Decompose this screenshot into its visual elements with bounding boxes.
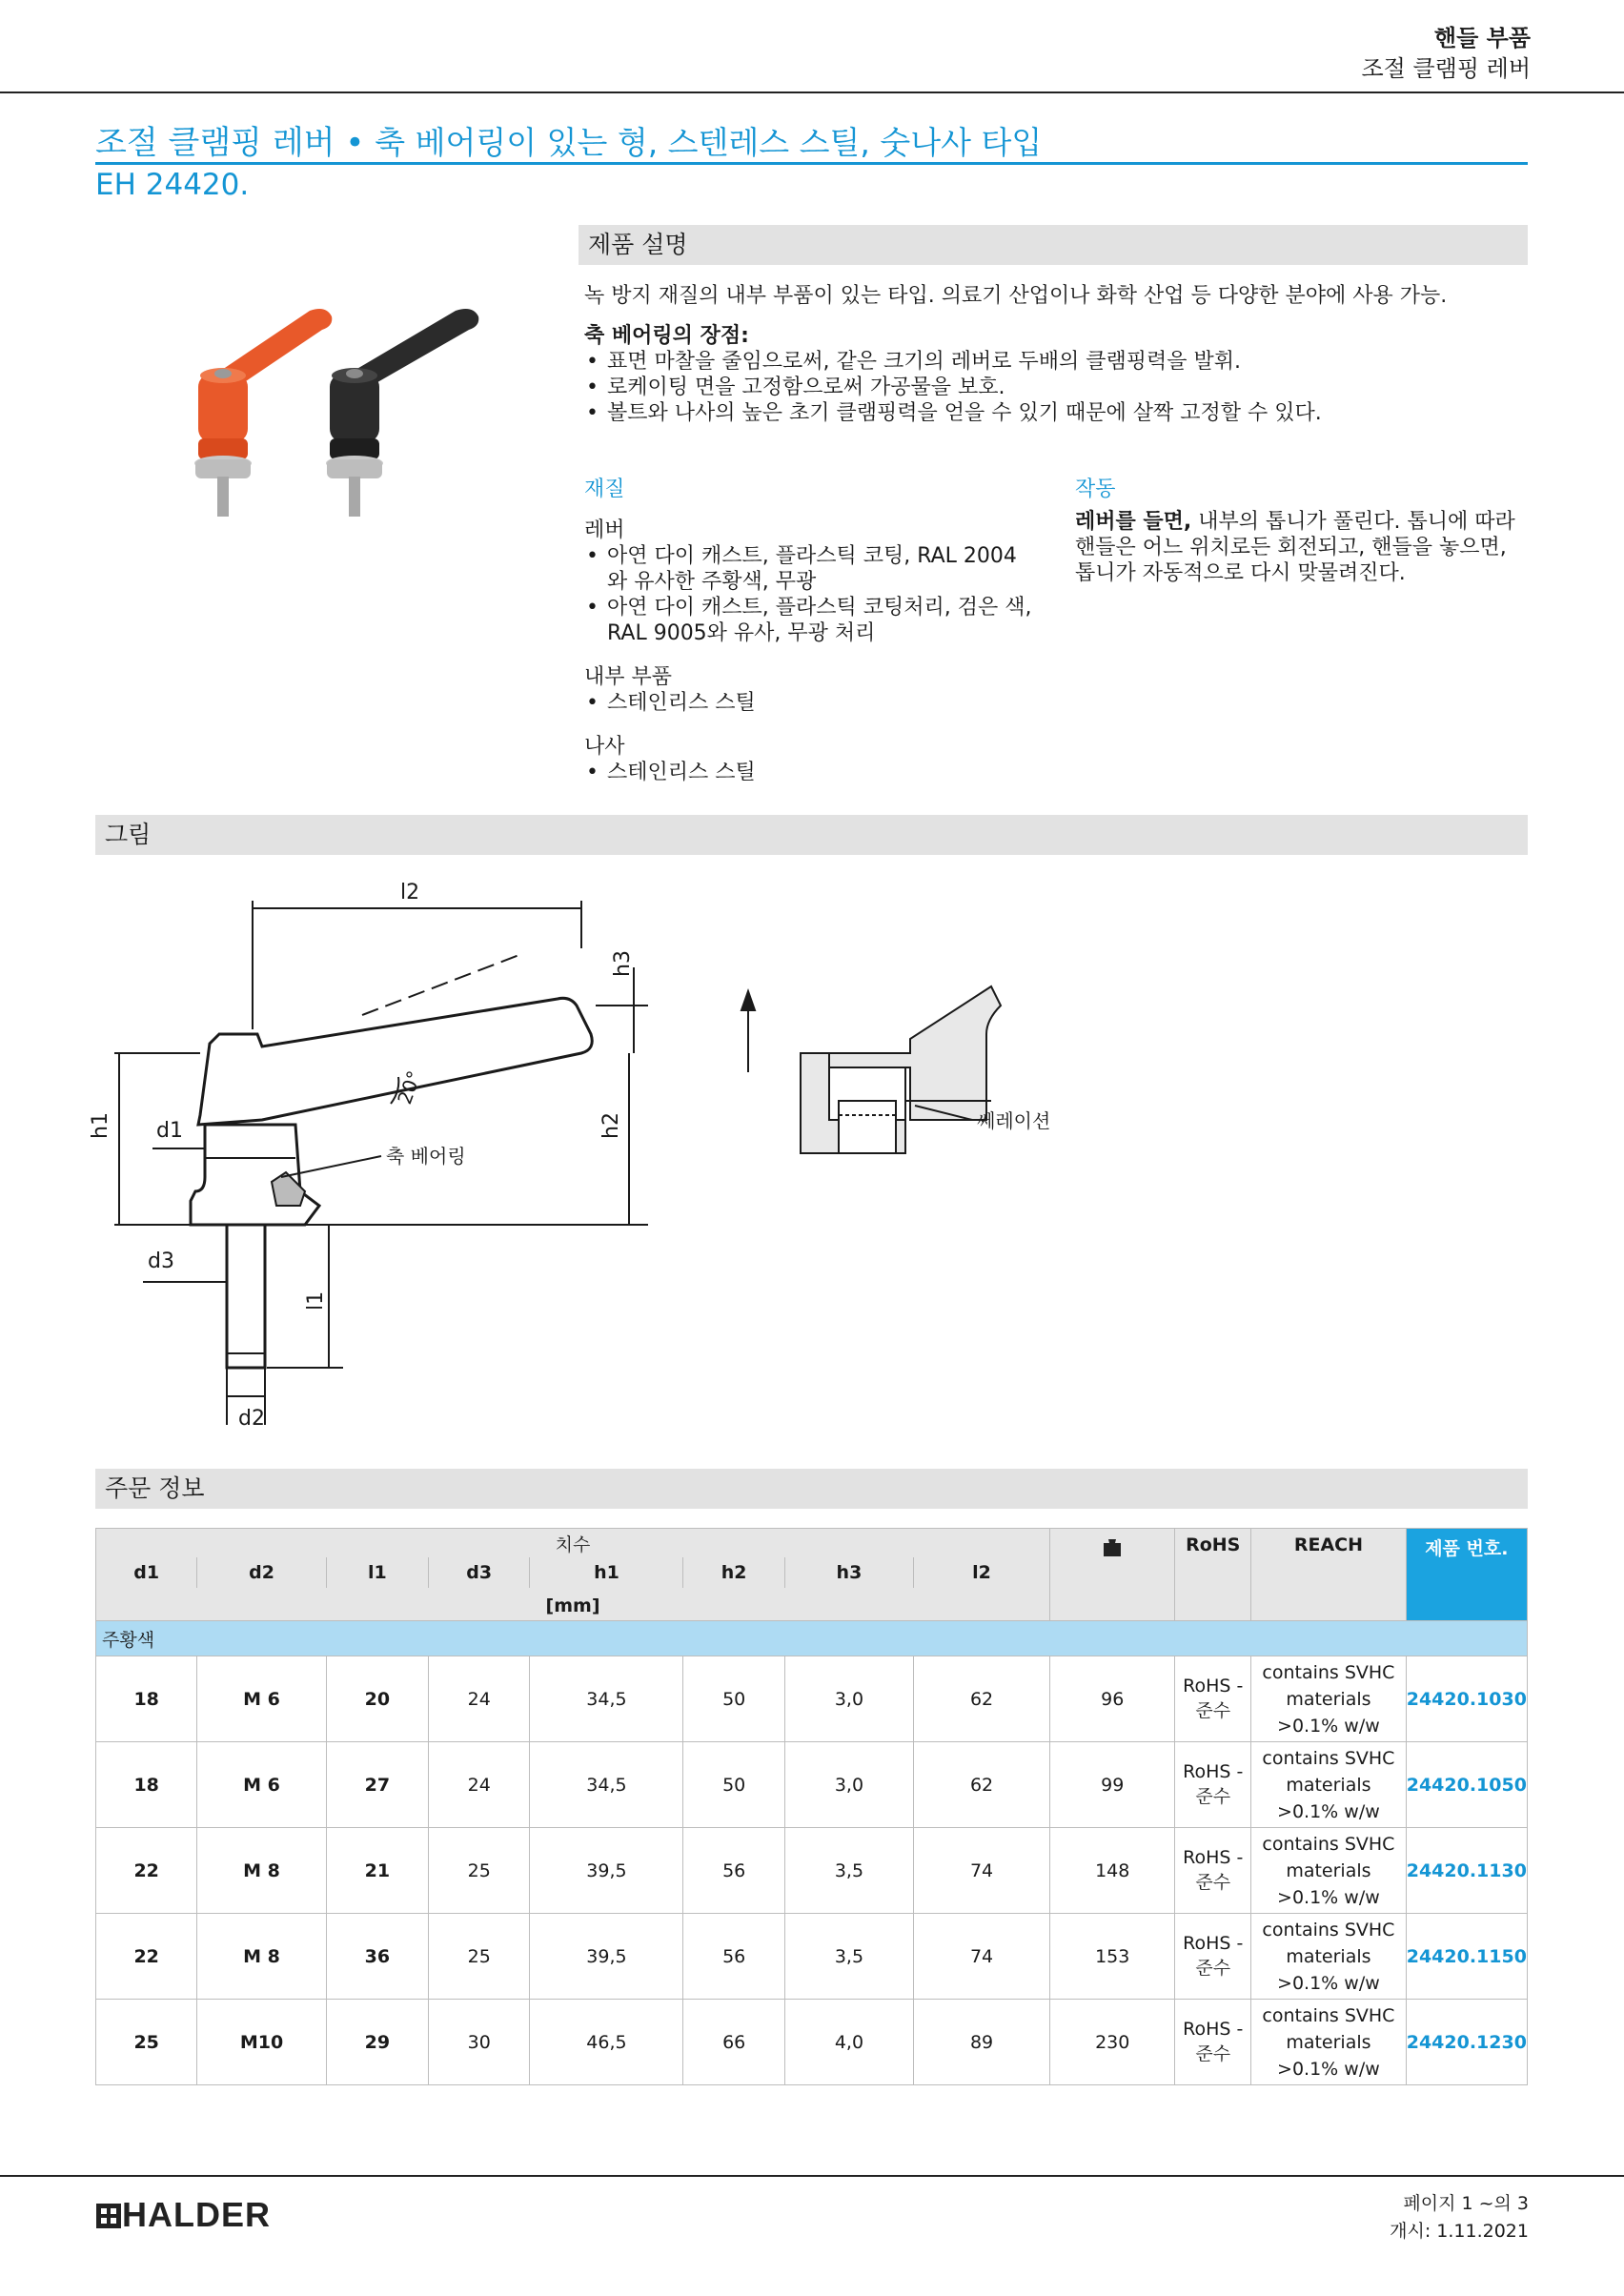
label-d2: d2 [238, 1407, 265, 1431]
cell-product-number[interactable]: 24420.1030 [1406, 1656, 1527, 1742]
mm-label: [mm] [96, 1588, 1050, 1621]
black-lever-image [326, 309, 478, 517]
title-divider [95, 162, 1528, 165]
operation-heading: 작동 [1075, 477, 1116, 501]
screw-item: • 스테인리스 스틸 [584, 760, 1032, 785]
cell-d2: M 6 [197, 1742, 326, 1828]
cell-h2: 50 [683, 1742, 784, 1828]
screw-heading: 나사 [584, 735, 625, 759]
publish-date: 개시: 1.11.2021 [1390, 2221, 1529, 2242]
group-row [96, 1621, 1528, 1656]
cell-reach: contains SVHC materials >0.1% w/w [1251, 1914, 1407, 2000]
cell-h1: 34,5 [530, 1656, 683, 1742]
table-row [96, 1914, 1528, 2000]
cell-h1: 39,5 [530, 1828, 683, 1914]
cell-h2: 50 [683, 1656, 784, 1742]
cell-h1: 39,5 [530, 1914, 683, 2000]
brand-name: HALDER [122, 2195, 271, 2234]
col-h1: h1 [530, 1557, 683, 1588]
drawing-heading: 그림 [95, 815, 1528, 855]
cell-d1: 25 [96, 2000, 197, 2085]
cell-reach: contains SVHC materials >0.1% w/w [1251, 1656, 1407, 1742]
table-row [96, 2000, 1528, 2085]
brand-logo [95, 2195, 271, 2235]
col-h3: h3 [784, 1557, 913, 1588]
advantages-block [584, 323, 1528, 426]
table-row [96, 1828, 1528, 1914]
col-l2: l2 [914, 1557, 1050, 1588]
cell-weight: 230 [1050, 2000, 1175, 2085]
advantages-heading: 축 베어링의 장점: [584, 324, 749, 348]
label-d1: d1 [156, 1119, 183, 1143]
technical-drawing [76, 863, 1077, 1444]
cell-h3: 3,5 [784, 1828, 913, 1914]
weight-icon [1102, 1536, 1123, 1557]
cell-reach: contains SVHC materials >0.1% w/w [1251, 2000, 1407, 2085]
col-d2: d2 [197, 1557, 326, 1588]
material-heading: 재질 [584, 477, 625, 501]
cell-d2: M 8 [197, 1828, 326, 1914]
cell-l1: 21 [326, 1828, 428, 1914]
label-h2: h2 [599, 1112, 623, 1139]
cell-reach: contains SVHC materials >0.1% w/w [1251, 1828, 1407, 1914]
page-title [95, 116, 1042, 163]
page-number: 페이지 1 ~의 3 [1403, 2193, 1529, 2214]
cell-product-number[interactable]: 24420.1050 [1406, 1742, 1527, 1828]
cell-d2: M10 [197, 2000, 326, 2085]
reach-header: REACH [1251, 1529, 1407, 1621]
col-l1: l1 [326, 1557, 428, 1588]
label-bearing: 축 베어링 [386, 1145, 466, 1168]
cell-d3: 24 [429, 1656, 530, 1742]
cell-l2: 74 [914, 1828, 1050, 1914]
cell-h1: 34,5 [530, 1742, 683, 1828]
cell-rohs: RoHS - 준수 [1175, 1828, 1251, 1914]
cell-d3: 25 [429, 1828, 530, 1914]
operation-rest: 내부의 톱니가 풀린다. 톱니에 따라 핸들은 어느 위치로든 회전되고, 핸들을 놓으면, 톱니가 자동적으로 다시 맞물려진다. [1075, 510, 1515, 585]
product-code: EH 24420. [95, 168, 250, 202]
page-info [1390, 2190, 1529, 2245]
label-h3: h3 [611, 950, 635, 977]
cell-h2: 56 [683, 1914, 784, 2000]
cell-h2: 56 [683, 1828, 784, 1914]
col-d1: d1 [96, 1557, 197, 1588]
label-h1: h1 [89, 1112, 112, 1139]
description-intro: 녹 방지 재질의 내부 부품이 있는 타입. 의료기 산업이나 화학 산업 등 다양한 분야에 사용 가능. [584, 284, 1448, 308]
cell-weight: 96 [1050, 1656, 1175, 1742]
header-row-1 [96, 1529, 1528, 1558]
order-table [95, 1528, 1528, 2085]
footer-divider [0, 2175, 1624, 2177]
cell-l1: 36 [326, 1914, 428, 2000]
cell-reach: contains SVHC materials >0.1% w/w [1251, 1742, 1407, 1828]
cell-weight: 153 [1050, 1914, 1175, 2000]
cell-h1: 46,5 [530, 2000, 683, 2085]
table-row [96, 1656, 1528, 1742]
cell-d3: 24 [429, 1742, 530, 1828]
col-d3: d3 [429, 1557, 530, 1588]
halder-logo-icon [95, 2203, 122, 2229]
cell-weight: 148 [1050, 1828, 1175, 1914]
header-category [1361, 23, 1531, 84]
cell-l2: 62 [914, 1742, 1050, 1828]
order-heading: 주문 정보 [95, 1469, 1528, 1509]
cell-h3: 3,5 [784, 1914, 913, 2000]
orange-lever-image [194, 309, 332, 517]
material-block [584, 518, 1032, 785]
cell-d3: 30 [429, 2000, 530, 2085]
cell-product-number[interactable]: 24420.1150 [1406, 1914, 1527, 2000]
category-label: 핸들 부품 [1433, 25, 1531, 51]
advantage-item: • 표면 마찰을 줄임으로써, 같은 크기의 레버로 두배의 클램핑력을 발휘. [584, 349, 1528, 375]
cell-h3: 3,0 [784, 1742, 913, 1828]
label-l2: l2 [400, 881, 420, 904]
lever-item: • 아연 다이 캐스트, 플라스틱 코팅, RAL 2004 와 유사한 주황색, 무광 [584, 543, 1032, 595]
cell-l2: 74 [914, 1914, 1050, 2000]
cell-l1: 27 [326, 1742, 428, 1828]
cell-l1: 20 [326, 1656, 428, 1742]
group-label: 주황색 [96, 1621, 1528, 1656]
product-number-header: 제품 번호. [1406, 1529, 1527, 1621]
operation-bold: 레버를 들면, [1075, 510, 1192, 534]
cell-d1: 18 [96, 1742, 197, 1828]
label-angle: 20° [393, 1067, 426, 1107]
header-divider [0, 91, 1624, 93]
cell-h3: 4,0 [784, 2000, 913, 2085]
cell-d2: M 6 [197, 1656, 326, 1742]
cell-d1: 22 [96, 1828, 197, 1914]
table-row [96, 1742, 1528, 1828]
inner-heading: 내부 부품 [584, 665, 673, 689]
advantage-item: • 로케이팅 면을 고정함으로써 가공물을 보호. [584, 375, 1528, 400]
cell-rohs: RoHS - 준수 [1175, 1656, 1251, 1742]
label-d3: d3 [148, 1250, 174, 1273]
dims-label: 치수 [96, 1529, 1050, 1558]
cell-d2: M 8 [197, 1914, 326, 2000]
title-main: 조절 클램핑 레버 [95, 124, 335, 162]
cell-product-number[interactable]: 24420.1230 [1406, 2000, 1527, 2085]
cell-l1: 29 [326, 2000, 428, 2085]
subcategory-label: 조절 클램핑 레버 [1361, 55, 1531, 82]
weight-header [1050, 1529, 1175, 1621]
advantage-item: • 볼트와 나사의 높은 초기 클램핑력을 얻을 수 있기 때문에 살짝 고정할 수 있다. [584, 400, 1528, 426]
lever-item: • 아연 다이 캐스트, 플라스틱 코팅처리, 검은 색, RAL 9005와 유사, 무광 처리 [584, 595, 1032, 646]
cell-l2: 89 [914, 2000, 1050, 2085]
cell-weight: 99 [1050, 1742, 1175, 1828]
cell-product-number[interactable]: 24420.1130 [1406, 1828, 1527, 1914]
cell-d3: 25 [429, 1914, 530, 2000]
product-photo [181, 295, 505, 534]
cell-h2: 66 [683, 2000, 784, 2085]
col-h2: h2 [683, 1557, 784, 1588]
rohs-header: RoHS [1175, 1529, 1251, 1621]
cell-rohs: RoHS - 준수 [1175, 1742, 1251, 1828]
cell-rohs: RoHS - 준수 [1175, 1914, 1251, 2000]
cell-h3: 3,0 [784, 1656, 913, 1742]
cell-d1: 22 [96, 1914, 197, 2000]
cell-d1: 18 [96, 1656, 197, 1742]
description-heading: 제품 설명 [579, 225, 1528, 265]
title-sub: 축 베어링이 있는 형, 스텐레스 스틸, 숫나사 타입 [375, 124, 1043, 161]
cell-rohs: RoHS - 준수 [1175, 2000, 1251, 2085]
label-serration: 쎄레이션 [977, 1109, 1051, 1132]
lever-heading: 레버 [584, 518, 625, 542]
inner-item: • 스테인리스 스틸 [584, 690, 1032, 716]
cell-l2: 62 [914, 1656, 1050, 1742]
operation-text [1075, 509, 1528, 586]
label-l1: l1 [304, 1290, 328, 1311]
title-separator: • [335, 124, 376, 162]
